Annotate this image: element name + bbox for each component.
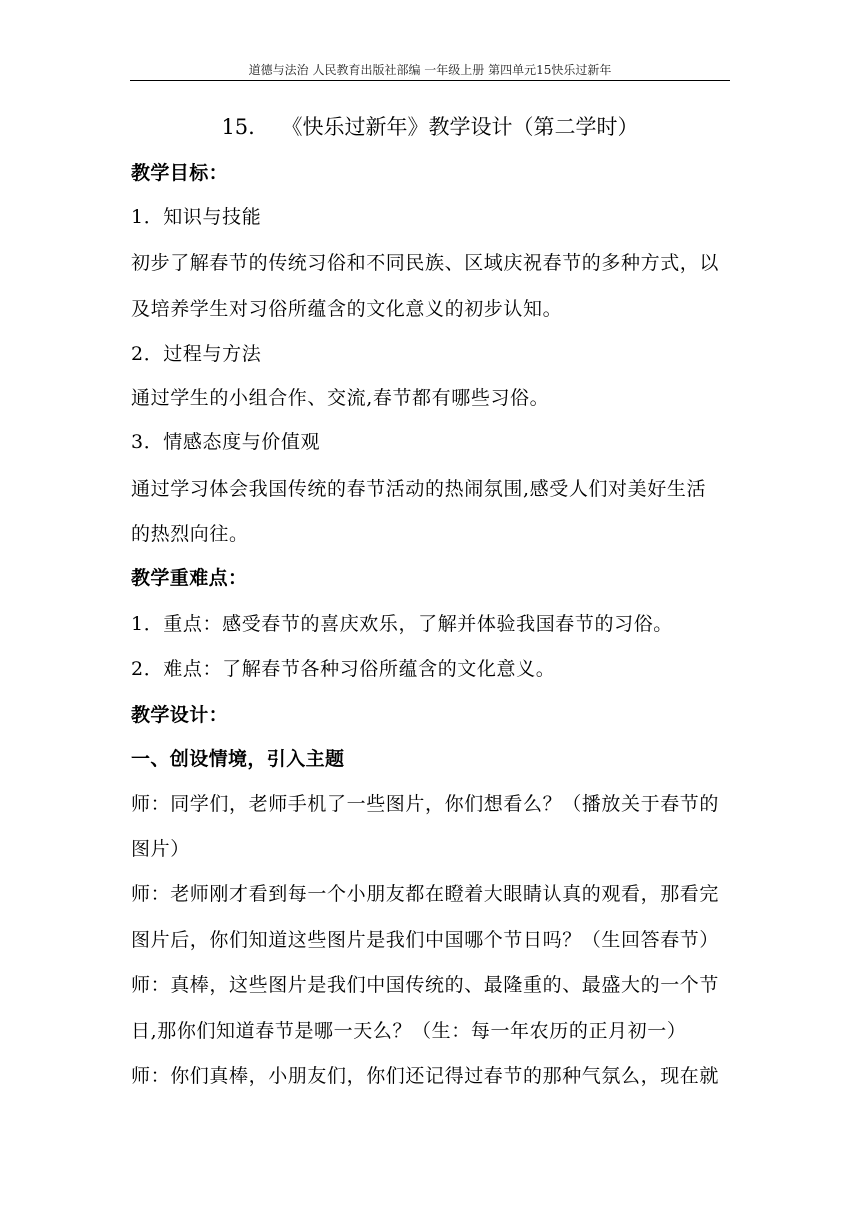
part1-heading: 一、创设情境，引入主题 [131,748,345,770]
dialog4-line1: 师：你们真棒，小朋友们，你们还记得过春节的那种气氛么，现在就 [131,1065,720,1087]
objective-knowledge-heading: 1．知识与技能 [131,206,262,228]
dialog2-line2: 图片后，你们知道这些图片是我们中国哪个节日吗？（生回答春节） [131,929,720,951]
objective-process-text: 通过学生的小组合作、交流,春节都有哪些习俗。 [131,387,550,409]
dialog1-line1: 师：同学们，老师手机了一些图片，你们想看么？（播放关于春节的 [131,793,720,815]
document-title: 15. 《快乐过新年》教学设计（第二学时） [221,115,639,139]
objective-knowledge-text-line1: 初步了解春节的传统习俗和不同民族、区域庆祝春节的多种方式，以 [131,252,720,274]
dialog2-line1: 师：老师刚才看到每一个小朋友都在瞪着大眼睛认真的观看，那看完 [131,883,720,905]
objective-emotion-text-line1: 通过学习体会我国传统的春节活动的热闹氛围,感受人们对美好生活 [131,478,707,500]
page-header-text: 道德与法治 人民教育出版社部编 一年级上册 第四单元15快乐过新年 [248,63,612,77]
dialog3-line2: 日,那你们知道春节是哪一天么？（生：每一年农历的正月初一） [131,1020,687,1042]
dialog1-line2: 图片） [131,838,190,860]
objective-emotion-text-line2: 的热烈向往。 [131,523,249,545]
page-header [130,62,730,81]
objectives-heading: 教学目标： [131,162,229,184]
objective-process-heading: 2．过程与方法 [131,343,262,365]
objective-knowledge-text-line2: 及培养学生对习俗所蕴含的文化意义的初步认知。 [131,298,563,320]
keypoint-focus: 1．重点：感受春节的喜庆欢乐，了解并体验我国春节的习俗。 [131,613,673,635]
dialog3-line1: 师：真棒，这些图片是我们中国传统的、最隆重的、最盛大的一个节 [131,974,720,996]
objective-emotion-heading: 3．情感态度与价值观 [131,431,321,453]
design-heading: 教学设计： [131,704,229,726]
keypoints-heading: 教学重难点： [131,567,248,589]
keypoint-difficulty: 2．难点：了解春节各种习俗所蕴含的文化意义。 [131,658,556,680]
